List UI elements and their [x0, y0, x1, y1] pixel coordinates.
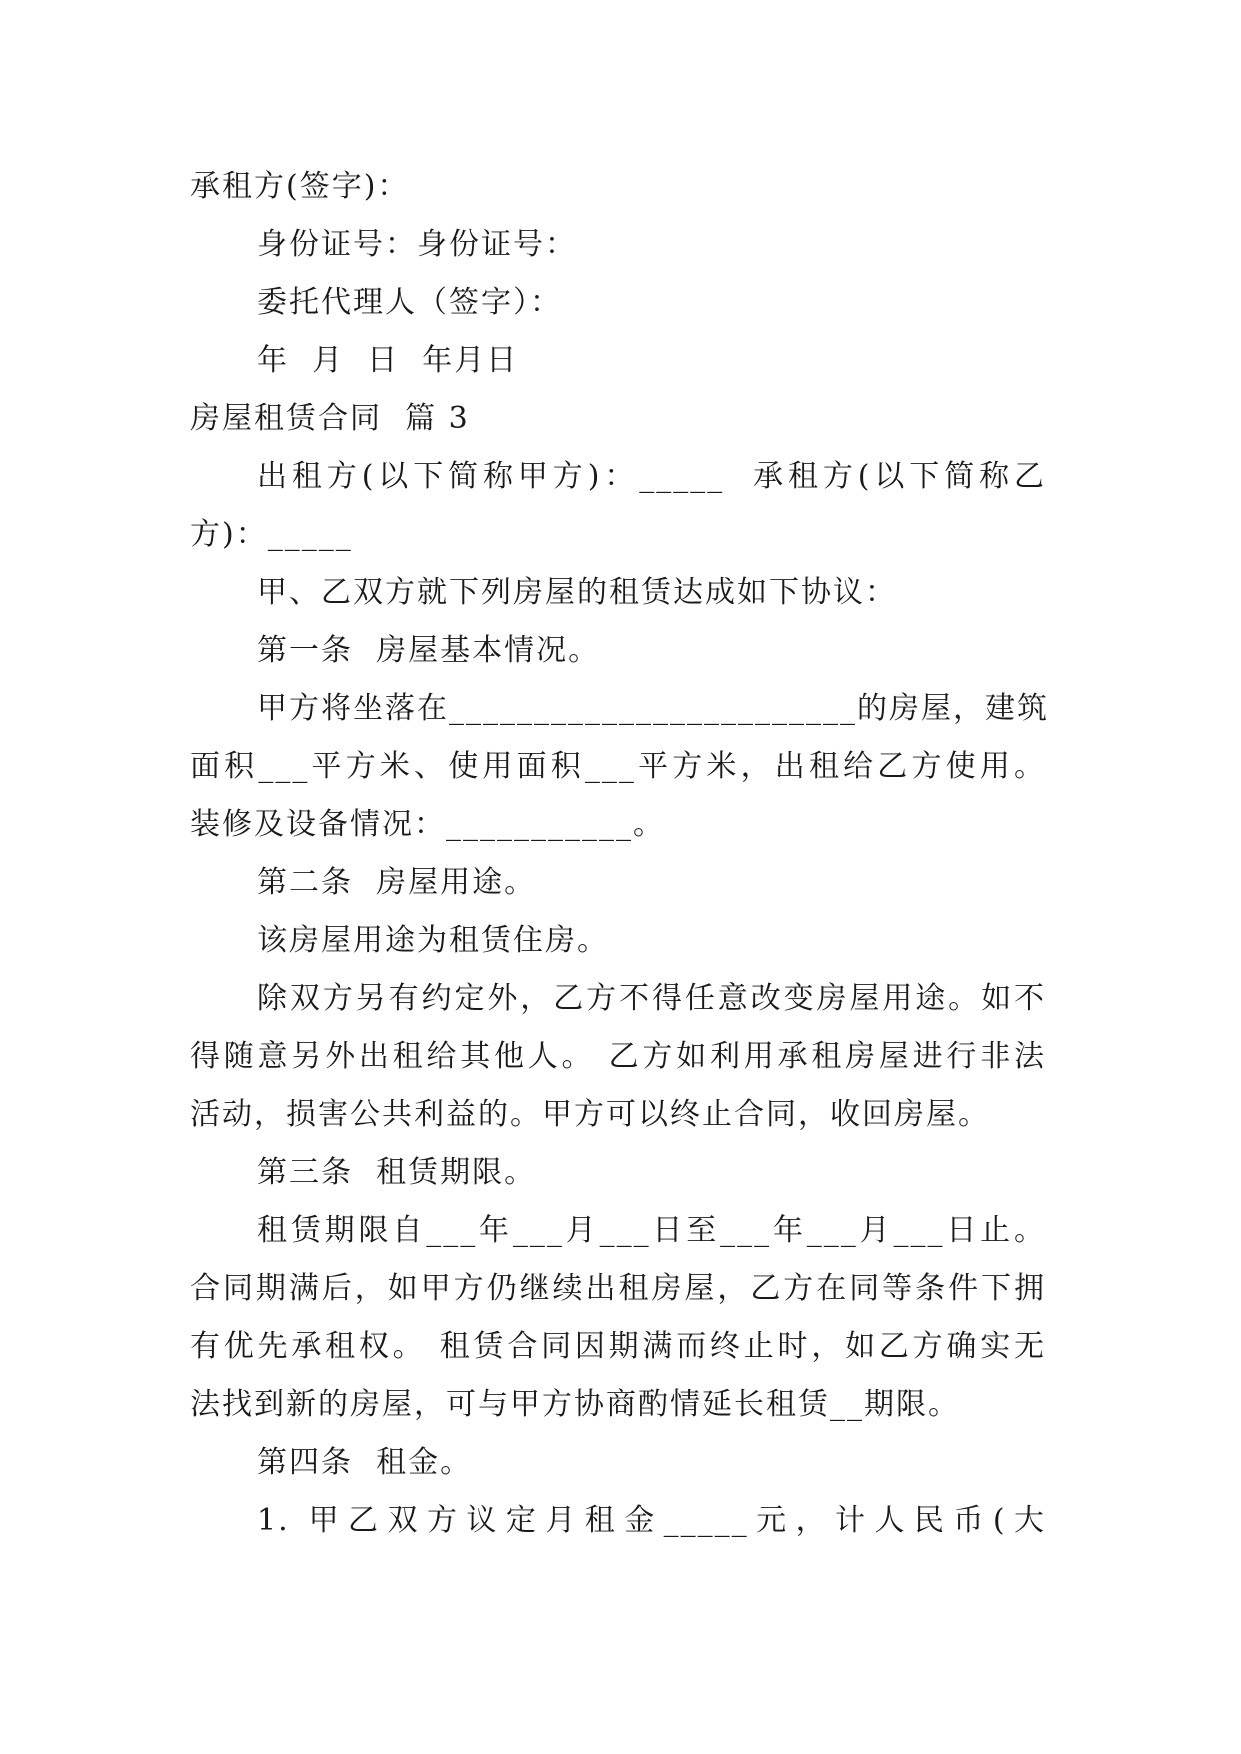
- article-3-text-2: 合同期满后，如甲方仍继续出租房屋，乙方在同等条件下拥: [190, 1271, 1046, 1306]
- article-4-heading: 第四条 租金。: [257, 1445, 473, 1480]
- article-3-heading: 第三条 租赁期限。: [257, 1155, 537, 1190]
- article-2-text-4: 活动，损害公共利益的。甲方可以终止合同，收回房屋。: [190, 1097, 990, 1132]
- date-line: 年 月 日 年月日: [257, 343, 519, 378]
- lessee-signature-line: 承租方(签字)：: [190, 169, 410, 204]
- article-1-text-2: 面积___平方米、使用面积___平方米，出租给乙方使用。: [190, 749, 1046, 784]
- article-2-text-1: 该房屋用途为租赁住房。: [257, 923, 609, 958]
- agreement-intro: 甲、乙双方就下列房屋的租赁达成如下协议：: [257, 575, 897, 610]
- parties-line-1: 出租方(以下简称甲方)：_____ 承租方(以下简称乙: [257, 459, 1046, 494]
- article-2-text-2: 除双方另有约定外，乙方不得任意改变房屋用途。如不: [257, 981, 1046, 1016]
- id-number-line: 身份证号：身份证号：: [257, 227, 577, 262]
- agent-signature-line: 委托代理人（签字）：: [257, 285, 562, 320]
- article-3-text-3: 有优先承租权。 租赁合同因期满而终止时，如乙方确实无: [190, 1329, 1046, 1364]
- article-4-text-1: 1. 甲乙双方议定月租金_____元，计人民币(大: [257, 1503, 1046, 1538]
- article-1-text-3: 装修及设备情况：___________。: [190, 807, 665, 842]
- article-3-text-4: 法找到新的房屋，可与甲方协商酌情延长租赁__期限。: [190, 1387, 960, 1422]
- section-title: 房屋租赁合同 篇 3: [190, 401, 470, 436]
- article-1-text-1: 甲方将坐落在________________________的房屋，建筑: [257, 691, 1049, 726]
- article-1-heading: 第一条 房屋基本情况。: [257, 633, 601, 668]
- parties-line-2: 方)：_____: [190, 517, 353, 552]
- article-3-text-1: 租赁期限自___年___月___日至___年___月___日止。: [257, 1213, 1046, 1248]
- article-2-text-3: 得随意另外出租给其他人。 乙方如利用承租房屋进行非法: [190, 1039, 1046, 1074]
- article-2-heading: 第二条 房屋用途。: [257, 865, 537, 900]
